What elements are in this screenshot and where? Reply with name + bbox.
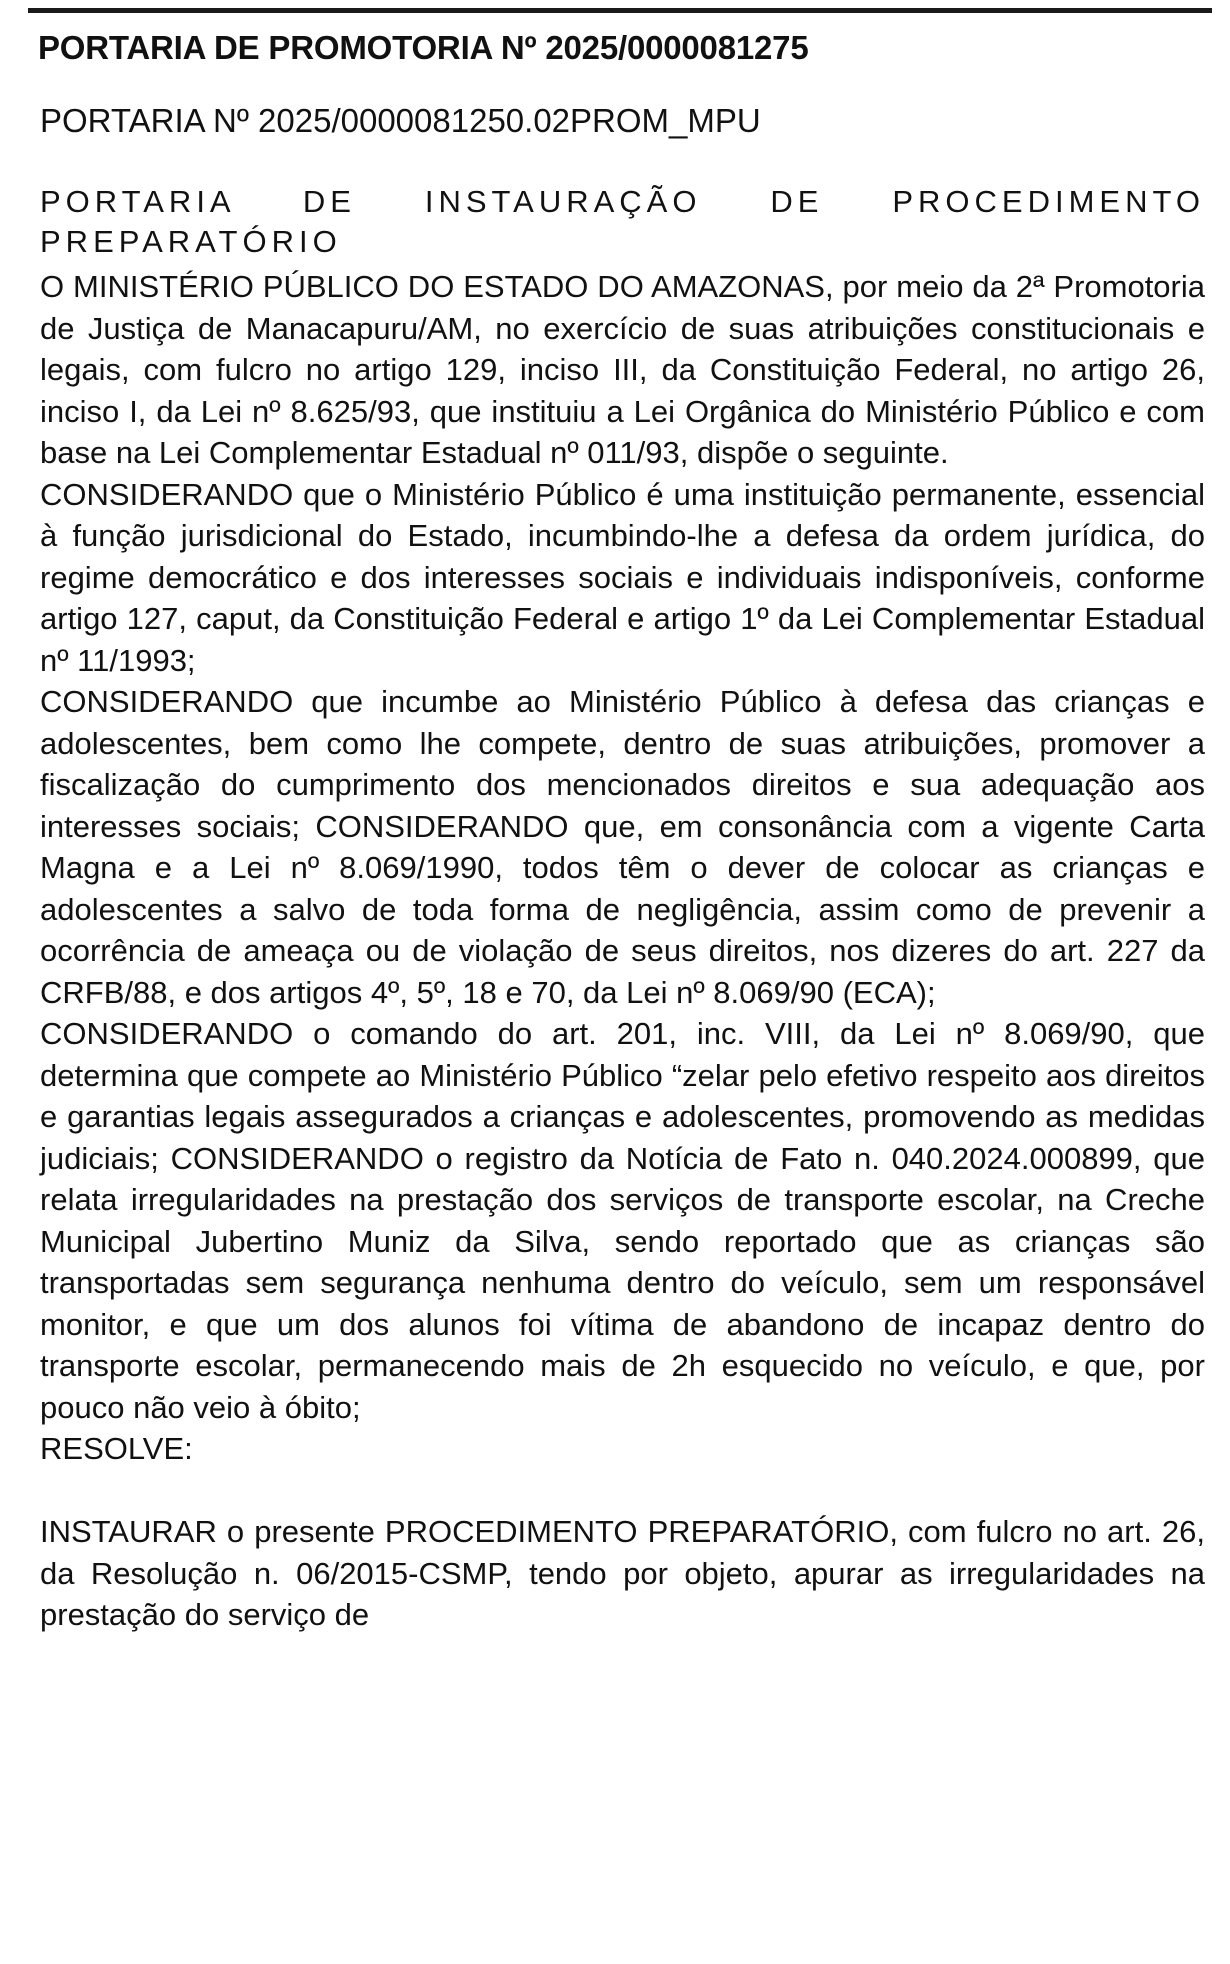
paragraph-considerando-2: CONSIDERANDO que incumbe ao Ministério Público à defesa das crianças e adolescentes, bem como lhe compete, dentro de suas atribuições, promover a fiscalização do cumprimento dos mencionados direitos e sua adequação aos interesses sociais; CONSIDERANDO que, em consonância com a vigente Carta Magna e a Lei nº 8.069/1990, todos têm o dever de colocar as crianças e adolescentes a salvo de toda forma de negligência, assim como de prevenir a ocorrência de ameaça ou de violação de seus direitos, nos dizeres do art. 227 da CRFB/88, e dos artigos 4º, 5º, 18 e 70, da Lei nº 8.069/90 (ECA); [40, 684, 1205, 1010]
paragraph-considerando-3: CONSIDERANDO o comando do art. 201, inc. VIII, da Lei nº 8.069/90, que determina que compete ao Ministério Público “zelar pelo efetivo respeito aos direitos e garantias legais assegurados a crianças e adolescentes, promovendo as medidas judiciais; CONSIDERANDO o registro da Notícia de Fato n. 040.2024.000899, que relata irregularidades na prestação dos serviços de transporte escolar, na Creche Municipal Jubertino Muniz da Silva, sendo reportado que as crianças são transportadas sem segurança nenhuma dentro do veículo, sem um responsável monitor, e que um dos alunos foi vítima de abandono de incapaz dentro do transporte escolar, permanecendo mais de 2h esquecido no veículo, e que, por pouco não veio à óbito; [40, 1016, 1205, 1425]
paragraph-considerando-1: CONSIDERANDO que o Ministério Público é uma instituição permanente, essencial à função jurisdicional do Estado, incumbindo-lhe a defesa da ordem jurídica, do regime democrático e dos interesses sociais e individuais indisponíveis, conforme artigo 127, caput, da Constituição Federal e artigo 1º da Lei Complementar Estadual nº 11/1993; [40, 476, 1205, 678]
paragraph-spacer [40, 1470, 1205, 1512]
top-rule-divider [28, 8, 1212, 13]
paragraph-instaurar: INSTAURAR o presente PROCEDIMENTO PREPARATÓRIO, com fulcro no art. 26, da Resolução n. 06/2015-CSMP, tendo por objeto, apurar as irregularidades na prestação do serviço de [40, 1514, 1205, 1632]
document-heading: PORTARIA DE PROMOTORIA Nº 2025/0000081275 [38, 29, 809, 66]
document-subheading: PORTARIA Nº 2025/0000081250.02PROM_MPU [40, 102, 761, 139]
document-body [40, 266, 1205, 1636]
document-title: PORTARIA DE INSTAURAÇÃO DE PROCEDIMENTO PREPARATÓRIO [40, 184, 1205, 259]
paragraph-preamble: O MINISTÉRIO PÚBLICO DO ESTADO DO AMAZONAS, por meio da 2ª Promotoria de Justiça de Manacapuru/AM, no exercício de suas atribuições constitucionais e legais, com fulcro no artigo 129, inciso III, da Constituição Federal, no artigo 26, inciso I, da Lei nº 8.625/93, que instituiu a Lei Orgânica do Ministério Público e com base na Lei Complementar Estadual nº 011/93, dispõe o seguinte. [40, 269, 1205, 470]
paragraph-resolve: RESOLVE: [40, 1431, 193, 1466]
